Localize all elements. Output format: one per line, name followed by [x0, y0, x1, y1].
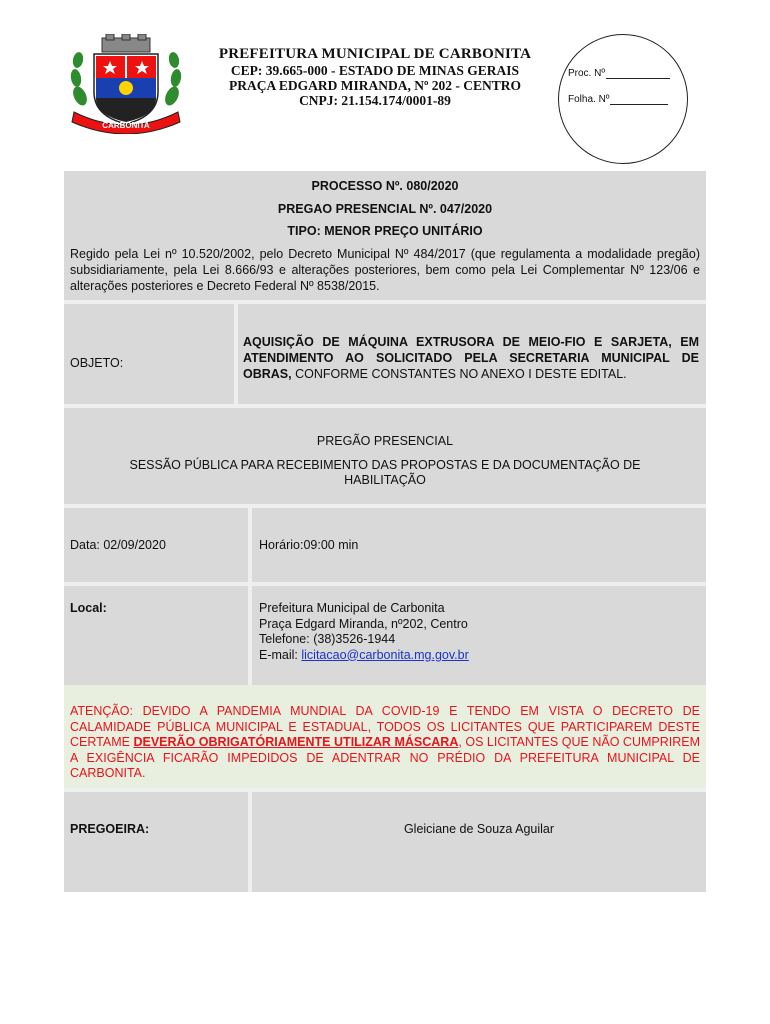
objeto-normal-text: CONFORME CONSTANTES NO ANEXO I DESTE EDITAL. — [291, 367, 627, 381]
header-title: PREFEITURA MUNICIPAL DE CARBONITA — [218, 46, 532, 62]
objeto-label: OBJETO: — [70, 356, 124, 370]
warning-emphasis: DEVERÃO OBRIGATÓRIAMENTE UTILIZAR MÁSCARA — [133, 735, 459, 749]
local-email-line — [259, 648, 469, 664]
objeto-row — [64, 304, 706, 404]
pregoeira-label: PREGOEIRA: — [70, 822, 150, 836]
warning-part1: ATENÇÃO: DEVIDO A PANDEMIA MUNDIAL DA COVID-19 E TENDO EM VISTA O DECRETO DE CALAMIDADE PÚBLICA MUNICIPAL E ESTADUAL, TODOS OS LICITANTES QUE PARTICIPAREM DESTE CERTAME — [70, 704, 700, 749]
warning-part2: , OS LICITANTES QUE NÃO CUMPRIREM A EXIGÊNCIA FICARÃO IMPEDIDOS DE ADENTRAR NO PRÉDIO DA PREFEITURA MUNICIPAL DE CARBONITA. — [70, 735, 701, 780]
session-date: Data: 02/09/2020 — [70, 538, 166, 552]
divider — [248, 586, 252, 685]
email-link[interactable]: licitacao@carbonita.mg.gov.br — [301, 647, 469, 662]
local-row — [64, 586, 706, 685]
covid-warning-text — [70, 704, 700, 782]
process-block — [64, 171, 706, 300]
email-prefix: E-mail: — [259, 647, 302, 662]
divider — [234, 304, 238, 404]
stamp-folha-line — [568, 94, 668, 105]
pregoeira-name: Gleiciane de Souza Aguilar — [403, 822, 555, 836]
session-description-cont: HABILITAÇÃO — [344, 473, 426, 487]
stamp-proc-label: Proc. Nº — [568, 68, 605, 79]
session-mode: PREGÃO PRESENCIAL — [316, 434, 454, 448]
divider — [248, 508, 252, 582]
local-name: Prefeitura Municipal de Carbonita — [259, 601, 445, 615]
local-address: Praça Edgard Miranda, nº202, Centro — [259, 616, 468, 631]
process-number: PROCESSO Nº. 080/2020 — [311, 179, 459, 193]
local-details — [259, 601, 469, 663]
crest-ribbon-text: CARBONITA — [102, 121, 150, 130]
legal-basis-text: Regido pela Lei nº 10.520/2002, pelo Decreto Municipal Nº 484/2017 (que regulamenta a modalidade pregão) subsidiariamente, pela Lei 8.666/93 e alterações posteriores, bem como pela Lei Complementar Nº 123/06 e alterações posteriores e Decreto Federal Nº 8538/2015. — [70, 247, 700, 293]
header-cep: CEP: 39.665-000 - ESTADO DE MINAS GERAIS — [230, 63, 520, 78]
pregoeira-row — [64, 792, 706, 892]
objeto-text — [243, 334, 699, 382]
protocol-stamp — [558, 34, 688, 164]
session-description: SESSÃO PÚBLICA PARA RECEBIMENTO DAS PROPOSTAS E DA DOCUMENTAÇÃO DE — [129, 458, 641, 472]
stamp-proc-line — [568, 68, 670, 79]
session-block — [64, 408, 706, 504]
municipal-crest-icon — [66, 34, 186, 134]
date-row — [64, 508, 706, 582]
header-block — [190, 46, 560, 109]
covid-warning-block — [64, 685, 706, 788]
local-phone: Telefone: (38)3526-1944 — [259, 632, 396, 646]
local-label: Local: — [70, 601, 107, 615]
pregao-number: PREGAO PRESENCIAL Nº. 047/2020 — [277, 202, 493, 216]
process-type: TIPO: MENOR PREÇO UNITÁRIO — [287, 224, 483, 238]
header-cnpj: CNPJ: 21.154.174/0001-89 — [299, 93, 451, 108]
session-time: Horário:09:00 min — [259, 538, 359, 552]
header-address: PRAÇA EDGARD MIRANDA, Nº 202 - CENTRO — [228, 78, 522, 93]
divider — [248, 792, 252, 892]
stamp-folha-label: Folha. Nº — [568, 94, 610, 105]
objeto-bold-text: AQUISIÇÃO DE MÁQUINA EXTRUSORA DE MEIO-FIO E SARJETA, EM ATENDIMENTO AO SOLICITADO PELA SECRETARIA MUNICIPAL DE OBRAS, — [243, 335, 699, 381]
